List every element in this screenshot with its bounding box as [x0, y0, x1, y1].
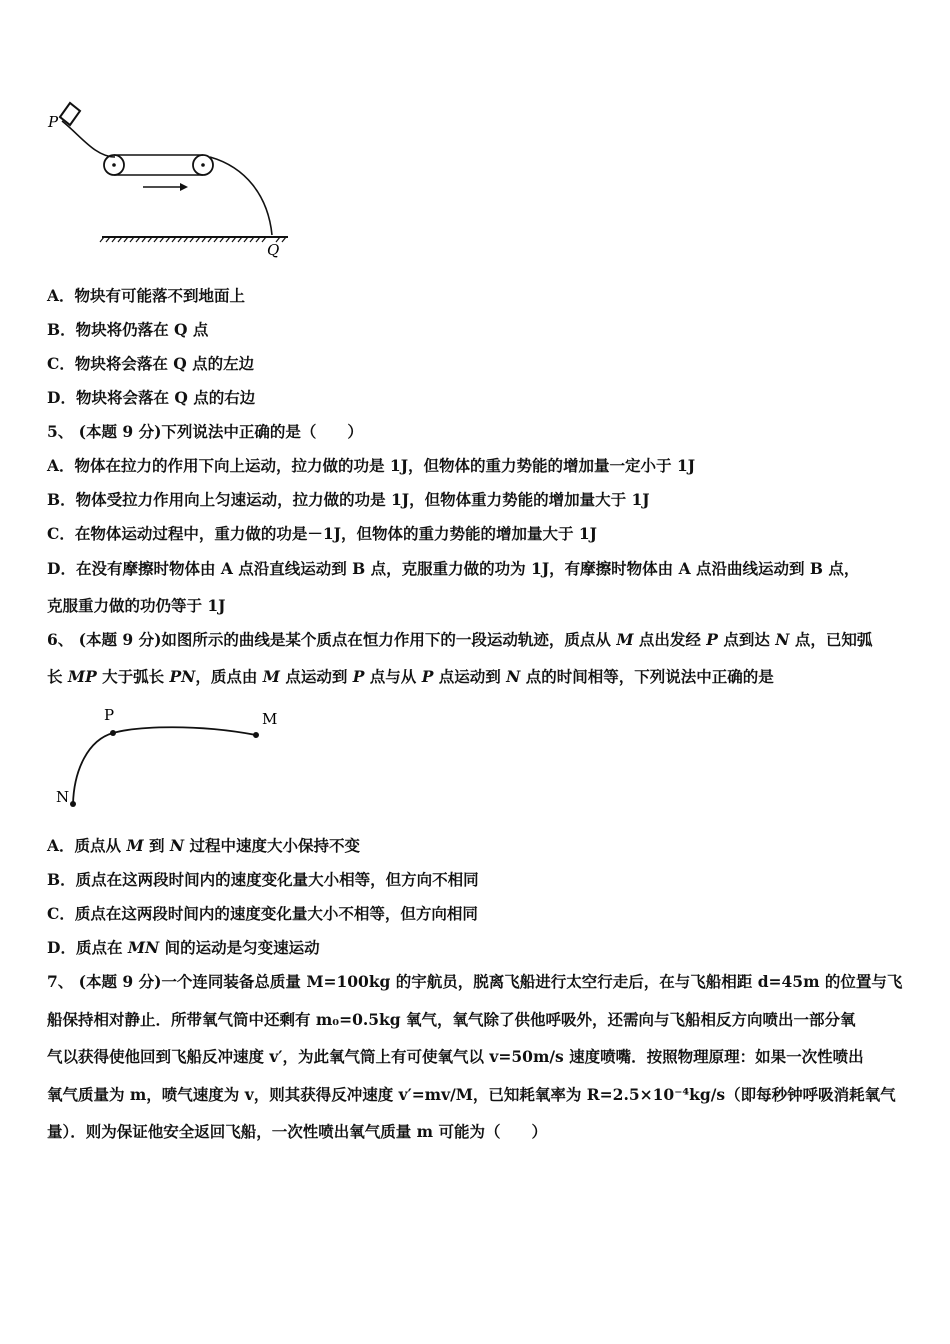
q6-option-c: C．质点在这两段时间内的速度变化量大小不相等，但方向相同: [47, 904, 478, 923]
q6-option-b: B．质点在这两段时间内的速度变化量大小相等，但方向不相同: [47, 870, 479, 889]
q4-option-d: D．物块将会落在 Q 点的右边: [47, 388, 256, 407]
q5-option-d-cont: 克服重力做的功仍等于 1J: [47, 596, 226, 615]
q4-option-c: C．物块将会落在 Q 点的左边: [47, 354, 255, 373]
q6-stem-line2: 长 MP 大于弧长 PN，质点由 M 点运动到 P 点与从 P 点运动到 N 点的时间相等，下列说法中正确的是: [47, 667, 774, 686]
label-p: P: [104, 706, 115, 724]
q5-stem: 5、 (本题 9 分)下列说法中正确的是（ ）: [47, 422, 363, 441]
q6-option-d: D．质点在 MN 间的运动是匀变速运动: [47, 938, 320, 957]
conveyor-diagram: [40, 95, 300, 270]
q7-line-3: 气以获得使他回到飞船反冲速度 v′，为此氧气筒上有可使氧气以 v=50m/s 速度喷嘴．按照物理原理：如果一次性喷出: [47, 1047, 864, 1066]
q5-option-d: D．在没有摩擦时物体由 A 点沿直线运动到 B 点，克服重力做的功为 1J，有摩擦时物体由 A 点沿曲线运动到 B 点，: [47, 559, 860, 578]
q6-stem-line1: 6、 (本题 9 分)如图所示的曲线是某个质点在恒力作用下的一段运动轨迹，质点从 M 点出发经 P 点到达 N 点，已知弧: [47, 630, 873, 649]
label-m: M: [262, 710, 278, 728]
q5-option-a: A．物体在拉力的作用下向上运动，拉力做的功是 1J，但物体的重力势能的增加量一定小于 1J: [47, 456, 696, 475]
q5-option-c: C．在物体运动过程中，重力做的功是－1J，但物体的重力势能的增加量大于 1J: [47, 524, 597, 543]
slope-curve: [62, 121, 115, 157]
q7-line-5: 量）．则为保证他安全返回飞船，一次性喷出氧气质量 m 可能为（ ）: [47, 1122, 547, 1141]
q4-option-b: B．物块将仍落在 Q 点: [47, 320, 209, 339]
q7-line-2: 船保持相对静止．所带氧气筒中还剩有 m₀=0.5kg 氧气，氧气除了供他呼吸外，还需向与飞船相反方向喷出一部分氧: [47, 1010, 856, 1029]
label-n: N: [56, 788, 70, 806]
trajectory-diagram: [48, 700, 288, 815]
trajectory-curve: [210, 157, 272, 235]
q4-option-a: A．物块有可能落不到地面上: [47, 286, 246, 305]
q7-line-4: 氧气质量为 m，喷气速度为 v，则其获得反冲速度 v′=mv/M，已知耗氧率为 R=2.5×10⁻⁴kg/s（即每秒钟呼吸消耗氧气: [47, 1085, 896, 1104]
q6-option-a: A．质点从 M 到 N 过程中速度大小保持不变: [47, 836, 360, 855]
label-p: P: [48, 113, 59, 131]
point-m: [253, 732, 259, 738]
q5-option-b: B．物体受拉力作用向上匀速运动，拉力做的功是 1J，但物体重力势能的增加量大于 1J: [47, 490, 650, 509]
label-q: Q: [267, 241, 280, 259]
motion-curve: [73, 727, 256, 804]
point-p: [110, 730, 116, 736]
q7-line-1: 7、 (本题 9 分)一个连同装备总质量 M=100kg 的宇航员，脱离飞船进行太空行走后，在与飞船相距 d=45m 的位置与飞: [47, 972, 903, 991]
point-n: [70, 801, 76, 807]
